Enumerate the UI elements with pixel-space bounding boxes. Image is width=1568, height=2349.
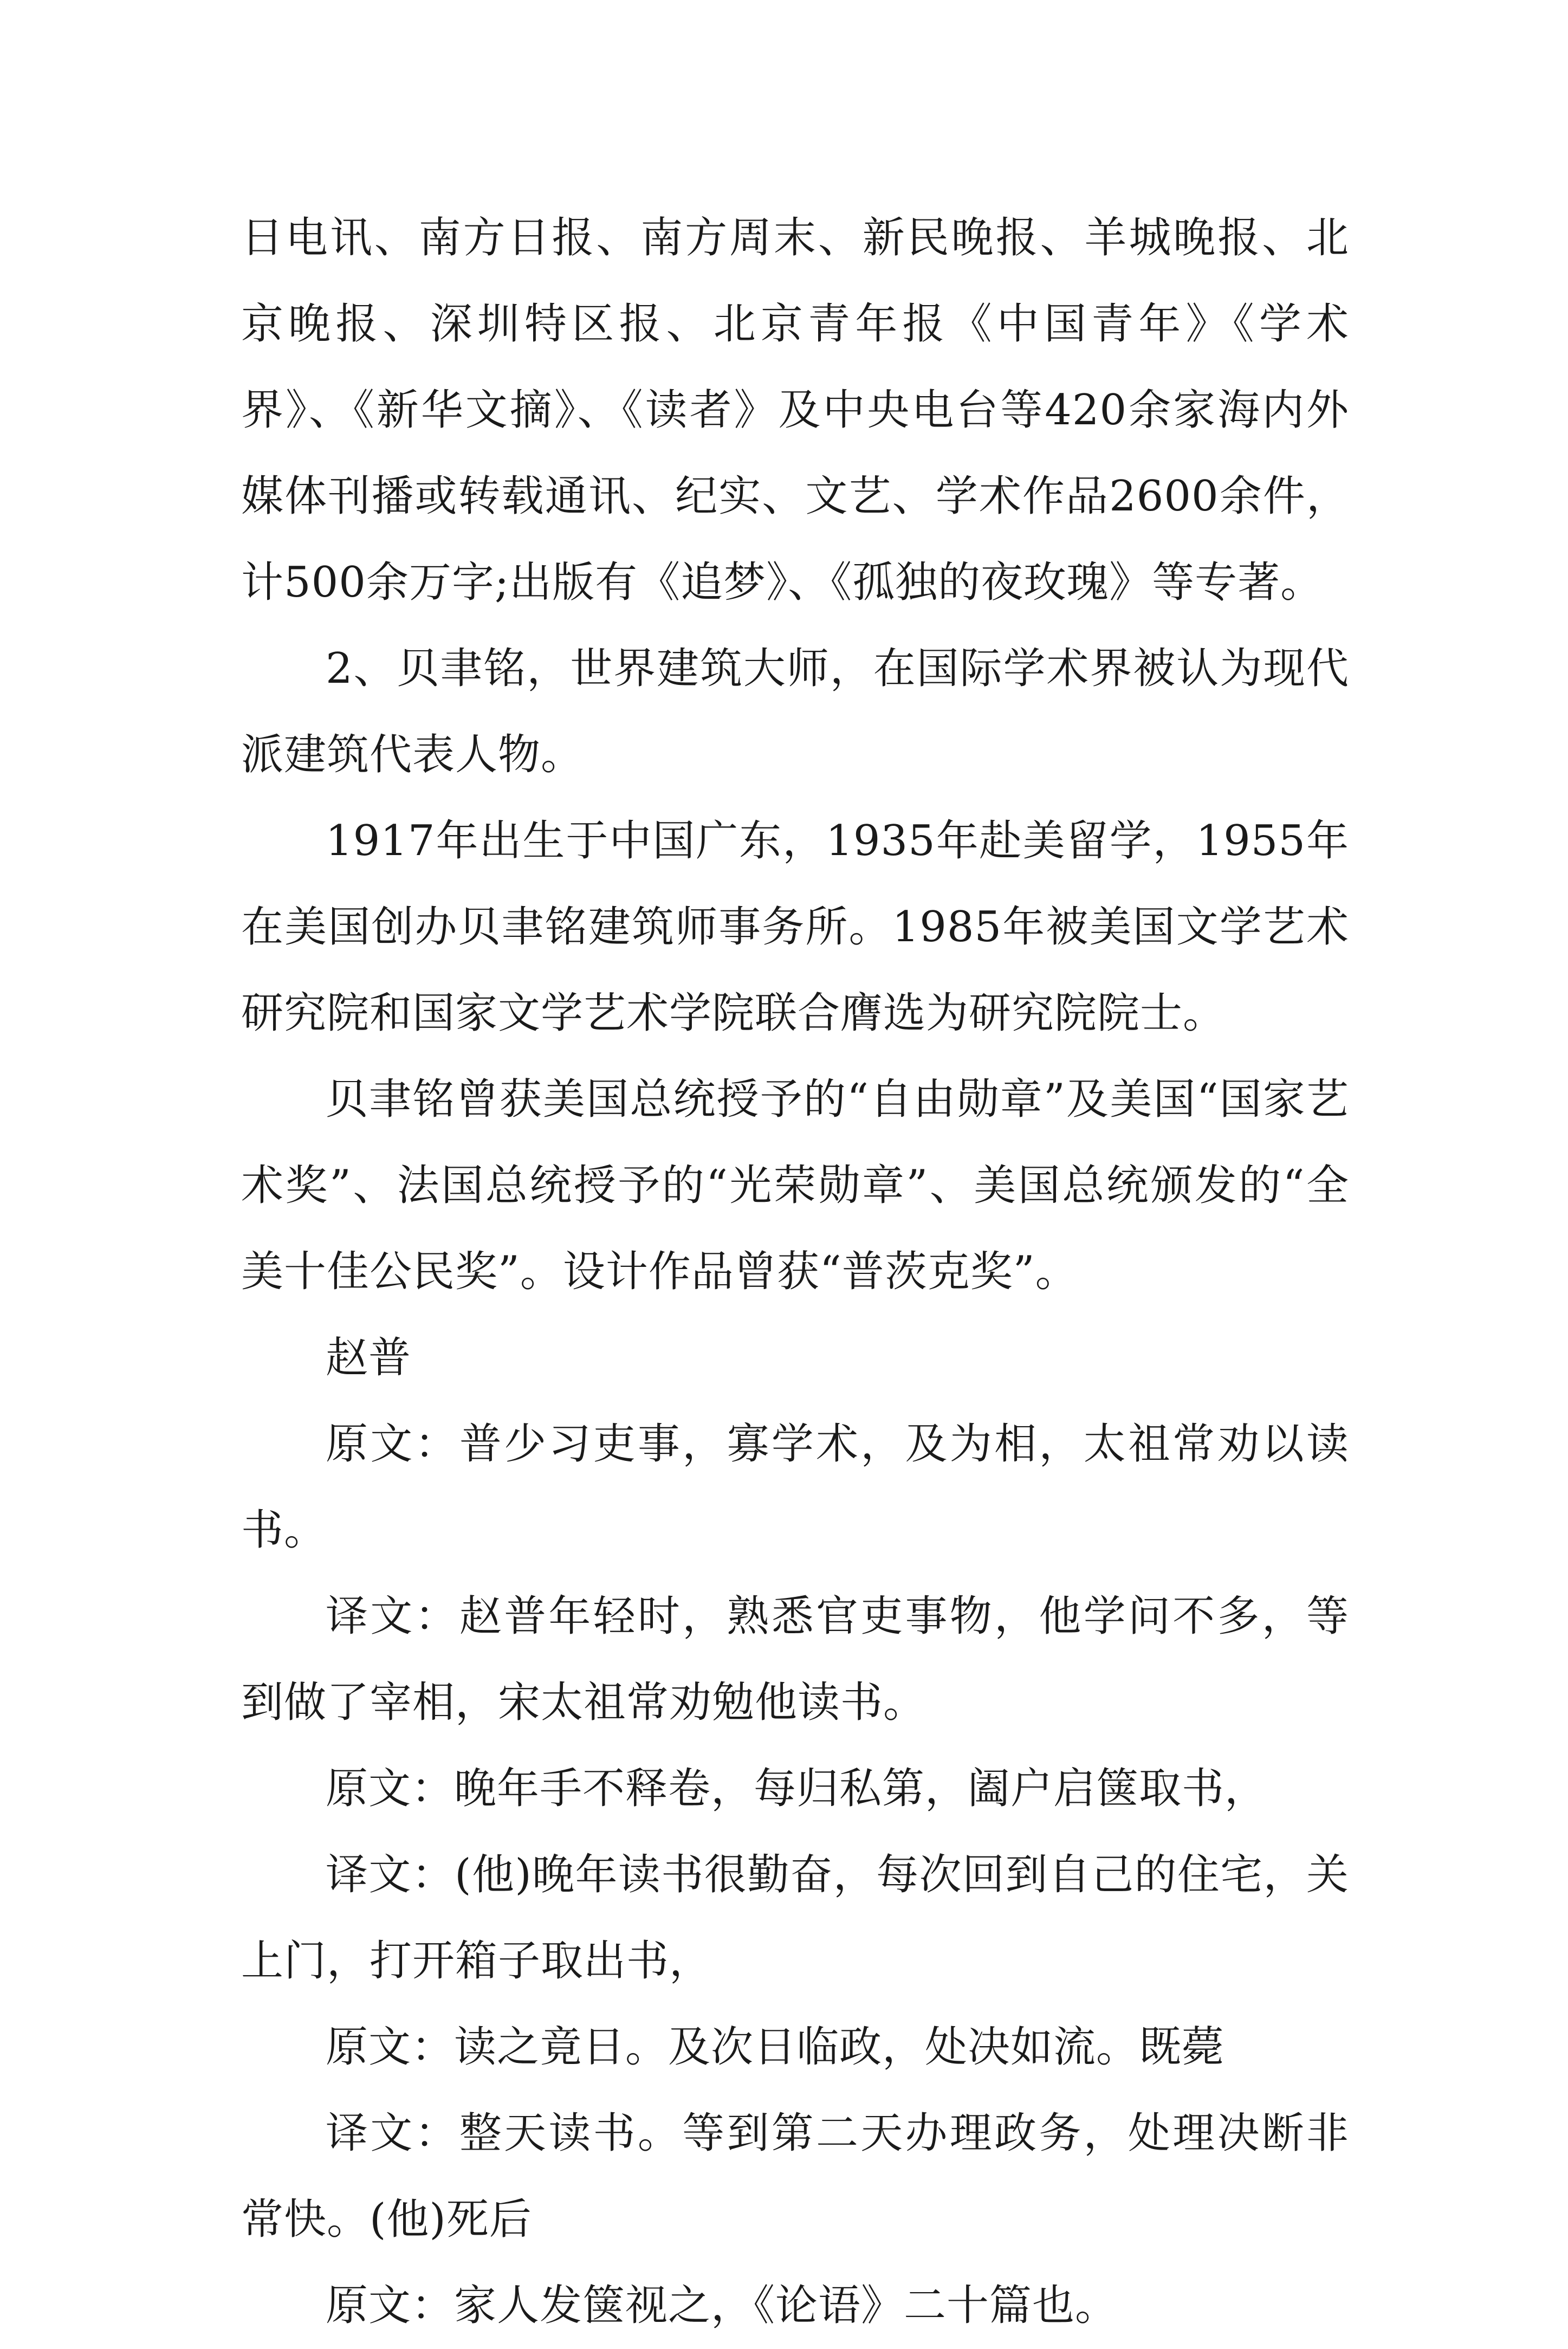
paragraph-bei-awards: 贝聿铭曾获美国总统授予的“自由勋章”及美国“国家艺术奖”、法国总统授予的“光荣勋章”、美国总统颁发的“全美十佳公民奖”。设计作品曾获“普茨克奖”。 <box>241 1075 1349 1296</box>
paragraph-media-list: 日电讯、南方日报、南方周末、新民晚报、羊城晚报、北京晚报、深圳特区报、北京青年报《中国青年》《学术界》、《新华文摘》、《读者》及中央电台等420余家海内外媒体刊播或转载通讯、纪实、文艺、学术作品2600余件，计500余万字;出版有《追梦》、《孤独的夜玫瑰》等专著。 <box>241 213 1349 607</box>
paragraph-original-3: 原文：读之竟日。及次日临政，处决如流。既薨 <box>326 2023 1225 2072</box>
paragraph-original-1: 原文：普少习吏事，寡学术，及为相，太祖常劝以读书。 <box>241 1420 1349 1555</box>
paragraph-translation-2: 译文：(他)晚年读书很勤奋，每次回到自己的住宅，关上门，打开箱子取出书， <box>241 1850 1349 1985</box>
paragraph-bei-intro: 2、贝聿铭，世界建筑大师，在国际学术界被认为现代派建筑代表人物。 <box>241 644 1349 779</box>
paragraph-bei-bio: 1917年出生于中国广东，1935年赴美留学，1955年在美国创办贝聿铭建筑师事务所。1985年被美国文学艺术研究院和国家文学艺术学院联合膺选为研究院院士。 <box>241 817 1349 1038</box>
paragraph-original-2: 原文：晚年手不释卷，每归私第，阖户启箧取书， <box>326 1764 1268 1813</box>
document-body <box>241 195 1349 2349</box>
paragraph-translation-3: 译文：整天读书。等到第二天办理政务，处理决断非常快。(他)死后 <box>241 2109 1349 2244</box>
section-heading-zhao-pu: 赵普 <box>326 1334 412 1382</box>
paragraph-translation-1: 译文：赵普年轻时，熟悉官吏事物，他学问不多，等到做了宰相，宋太祖常劝勉他读书。 <box>241 1592 1349 1727</box>
paragraph-original-4: 原文：家人发箧视之，《论语》二十篇也。 <box>326 2281 1118 2330</box>
